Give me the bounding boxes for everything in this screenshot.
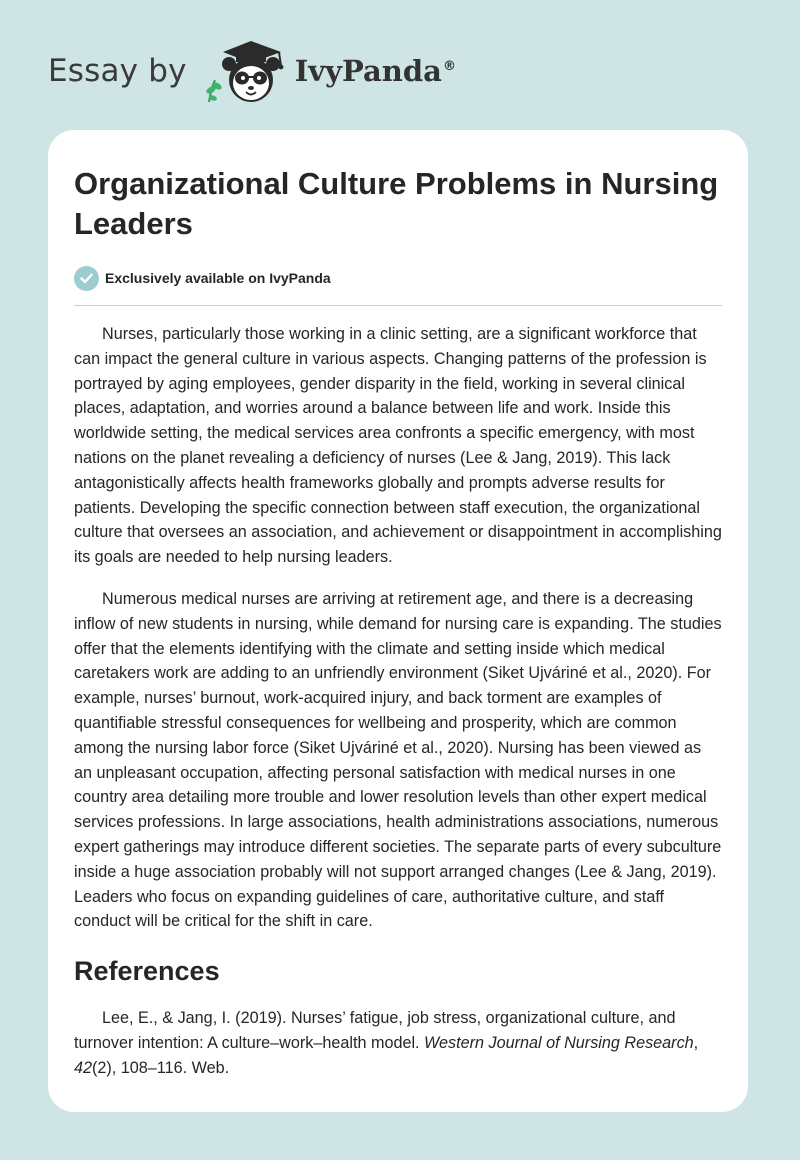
brand-prefix: Essay by <box>48 52 187 89</box>
registered-mark: ® <box>442 58 456 74</box>
panda-graduate-icon <box>201 36 293 106</box>
exclusive-label: Exclusively available on IvyPanda <box>105 270 331 286</box>
reference-separator: , <box>693 1033 699 1052</box>
brand-name: IvyPanda® <box>294 53 456 88</box>
reference-volume: 42 <box>74 1058 93 1077</box>
check-icon <box>74 266 99 291</box>
reference-journal: Western Journal of Nursing Research <box>424 1033 694 1052</box>
reference-item <box>74 1006 722 1080</box>
essay-card <box>48 130 748 1112</box>
references-heading: References <box>74 956 220 987</box>
essay-paragraph: Numerous medical nurses are arriving at retirement age, and there is a decreasing inflow of new students in nursing, while demand for nursing care is expanding. The studies offer that the elements identifying with the climate and setting inside which medical caretakers work are adding to an unfriendly environment (Siket Ujváriné et al., 2020). For example, nurses’ burnout, work-acquired injury, and back torment are examples of quantifiable stressful consequences for wellbeing and prosperity, which are common among the nursing labor force (Siket Ujváriné et al., 2020). Nursing has been viewed as an unpleasant occupation, affecting personal satisfaction with medical nurses in one country area detailing more trouble and lower resolution levels than other expert medical services professions. In large associations, health administrations associations, numerous expert gatherings may introduce different societies. The separate parts of every subculture inside a huge association probably will not support arranged changes (Lee & Jang, 2019). Leaders who focus on expanding guidelines of care, authoritative culture, and staff conduct will be critical for the shift in care. <box>74 589 722 931</box>
essay-title: Organizational Culture Problems in Nursing Leaders <box>74 166 719 241</box>
reference-citation: Lee, E., & Jang, I. (2019). Nurses’ fatigue, job stress, organizational culture, and turnover intention: A culture–work–health model. <box>74 1009 676 1052</box>
brand-header <box>48 36 456 106</box>
reference-issue-pages: (2), 108–116. Web. <box>92 1058 230 1077</box>
exclusive-badge <box>74 265 722 291</box>
title-divider <box>74 305 722 306</box>
essay-paragraph: Nurses, particularly those working in a clinic setting, are a significant workforce that can impact the general culture in various aspects. Changing patterns of the profession is portrayed by aging employees, gender disparity in the field, working in several clinical places, adaptation, and worries around a balance between life and work. Inside this worldwide setting, the medical services area confronts a specific emergency, with most nations on the planet revealing a deficiency of nurses (Lee & Jang, 2019). This lack antagonistically affects health frameworks globally and prompts adverse results for patients. Developing the specific connection between staff execution, the organizational culture that oversees an association, and achievement or disappointment in accomplishing its goals are needed to help nursing leaders. <box>74 325 722 567</box>
